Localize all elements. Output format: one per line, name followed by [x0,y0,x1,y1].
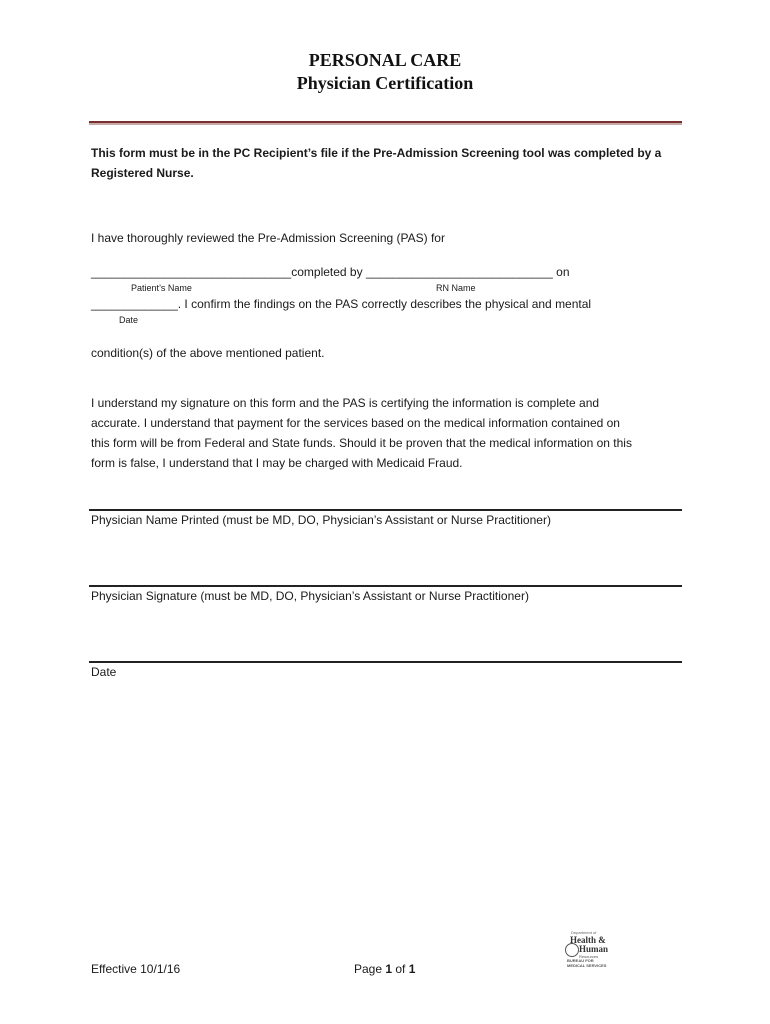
title-physician-certification: Physician Certification [296,73,474,93]
logo-line-6: MEDICAL SERVICES [567,963,607,968]
dhhr-logo [565,930,625,970]
signature-date-line[interactable] [89,661,682,663]
logo-line-1: Department of [571,930,597,935]
physician-name-line[interactable] [89,509,682,511]
logo-line-5: BUREAU FOR [567,958,594,963]
statement-line-1: I understand my signature on this form and the PAS is certifying the information is complete and [91,396,600,410]
title-personal-care: PERSONAL CARE [308,50,462,70]
logo-line-3: Human [579,944,609,954]
patient-name-label: Patient’s Name [131,283,192,293]
physician-name-label: Physician Name Printed (must be MD, DO, Physician’s Assistant or Nurse Practitioner) [91,513,551,527]
page-prefix: Page [354,962,386,976]
condition-text: condition(s) of the above mentioned patient. [91,346,325,360]
on-text: on [556,265,570,279]
notice-line-1: This form must be in the PC Recipient’s file if the Pre-Admission Screening tool was completed by a [91,146,662,160]
page-total: 1 [408,962,416,976]
page-of: of [392,962,409,976]
title-divider [89,121,682,125]
confirm-text: . I confirm the findings on the PAS correctly describes the physical and mental [177,297,592,311]
statement-line-2: accurate. I understand that payment for the services based on the medical information contained on [91,416,620,430]
certification-fill-line [91,265,570,279]
state-seal-icon [565,943,579,957]
date-field[interactable]: _____________ [91,297,178,311]
signature-date-label: Date [91,665,117,679]
physician-signature-label: Physician Signature (must be MD, DO, Physician’s Assistant or Nurse Practitioner) [91,589,529,603]
logo-line-4: Resources [579,954,599,959]
rn-name-field[interactable]: ____________________________ [365,265,553,279]
physician-signature-line[interactable] [89,585,682,587]
logo-line-2: Health & [570,935,606,945]
confirm-line [91,297,591,311]
notice-line-2: Registered Nurse. [91,166,194,180]
effective-date: Effective 10/1/16 [91,962,181,976]
rn-name-label: RN Name [436,283,476,293]
page-number [354,962,415,976]
page-current: 1 [385,962,393,976]
statement-line-3: this form will be from Federal and State funds. Should it be proven that the medical information on this [91,436,632,450]
completed-by-text: completed by [291,265,363,279]
certification-intro: I have thoroughly reviewed the Pre-Admission Screening (PAS) for [91,231,445,245]
patient-name-field[interactable]: ______________________________ [91,265,292,279]
statement-line-4: form is false, I understand that I may be charged with Medicaid Fraud. [91,456,463,470]
date-field-label: Date [119,315,139,325]
